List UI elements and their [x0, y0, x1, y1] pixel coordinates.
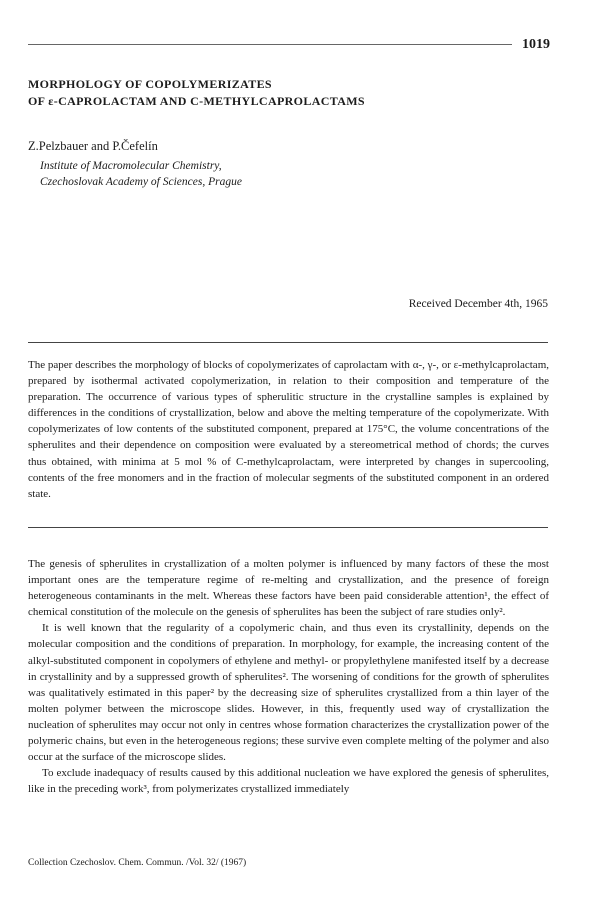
page-number: 1019 — [522, 37, 550, 52]
affiliation — [40, 158, 242, 190]
abstract: The paper describes the morphology of blocks of copolymerizates of caprolactam with α-, γ-, or ε-methylcaprolactam, prepared by isothermal activated copolymerization, in relation to their composition and temperature of the preparation. The occurrence of various types of spherulitic structure in the crystalline samples is explained by differences in the conditions of crystallization, below and above the melting temperature of the copolymerizate. With copolymerizates of low contents of the substituted component, prepared at 175°C, the volume concentrations of the spherulites and their dependence on composition were evaluated by a stereometrical method of chords; the curves thus obtained, with minima at 5 mol % of C-methylcaprolactam, were interpreted by changes in supercooling, contents of the free monomers and in the fraction of molecular segments of the substituted component in an ordered state. — [28, 359, 549, 500]
paragraph-3: To exclude inadequacy of results caused by this additional nucleation we have explored the genesis of spherulites, like in the preceding work³, from polymerizates crystallized immediately — [28, 767, 549, 796]
title-line-2: OF ε-CAPROLACTAM AND C-METHYLCAPROLACTAMS — [28, 94, 365, 108]
abstract-bottom-rule — [28, 527, 548, 528]
received-date: Received December 4th, 1965 — [408, 298, 548, 310]
affiliation-line-2: Czechoslovak Academy of Sciences, Prague — [40, 176, 242, 188]
title-line-1: MORPHOLOGY OF COPOLYMERIZATES — [28, 77, 272, 91]
author-line: Z.Pelzbauer and P.Čefelín — [28, 139, 158, 153]
paragraph-2: It is well known that the regularity of a copolymeric chain, and thus even its crystallinity, depends on the molecular composition and the conditions of preparation. In morphology, for example, the increasing content of the alkyl-substituted component in copolymers of ethylene and methyl- or propylethylene manifested itself by a decrease in crystallinity and by a suppressed growth of spherulites². The worsening of conditions for the growth of spherulites was qualitatively estimated in this paper² by the decreasing size of spherulites crystallized from a thin layer of the molten polymer between the microscope slides. However, in this, frequently used way of crystallization the nucleation of spherulites may occur not only in centres whose formation characterizes the crystallization power of the polymeric chains, but even in the heterogeneous regions; these survive even complete melting of the polymer and also occur at the surface of the microscope slides. — [28, 622, 549, 764]
header-rule — [28, 44, 512, 45]
paragraph-1: The genesis of spherulites in crystallization of a molten polymer is influenced by many factors of these the most important ones are the temperature regime of re-melting and crystallization, and the presence of foreign heterogeneous contaminants in the melt. Whereas these factors have been paid considerable attention¹, the effect of chemical constitution of the molecule on the genesis of spherulites has been the subject of rare studies only². — [28, 558, 549, 619]
abstract-top-rule — [28, 342, 548, 343]
main-text — [28, 556, 549, 797]
journal-footer: Collection Czechoslov. Chem. Commun. /Vol. 32/ (1967) — [28, 858, 247, 868]
article-title — [28, 76, 365, 110]
affiliation-line-1: Institute of Macromolecular Chemistry, — [40, 160, 222, 172]
